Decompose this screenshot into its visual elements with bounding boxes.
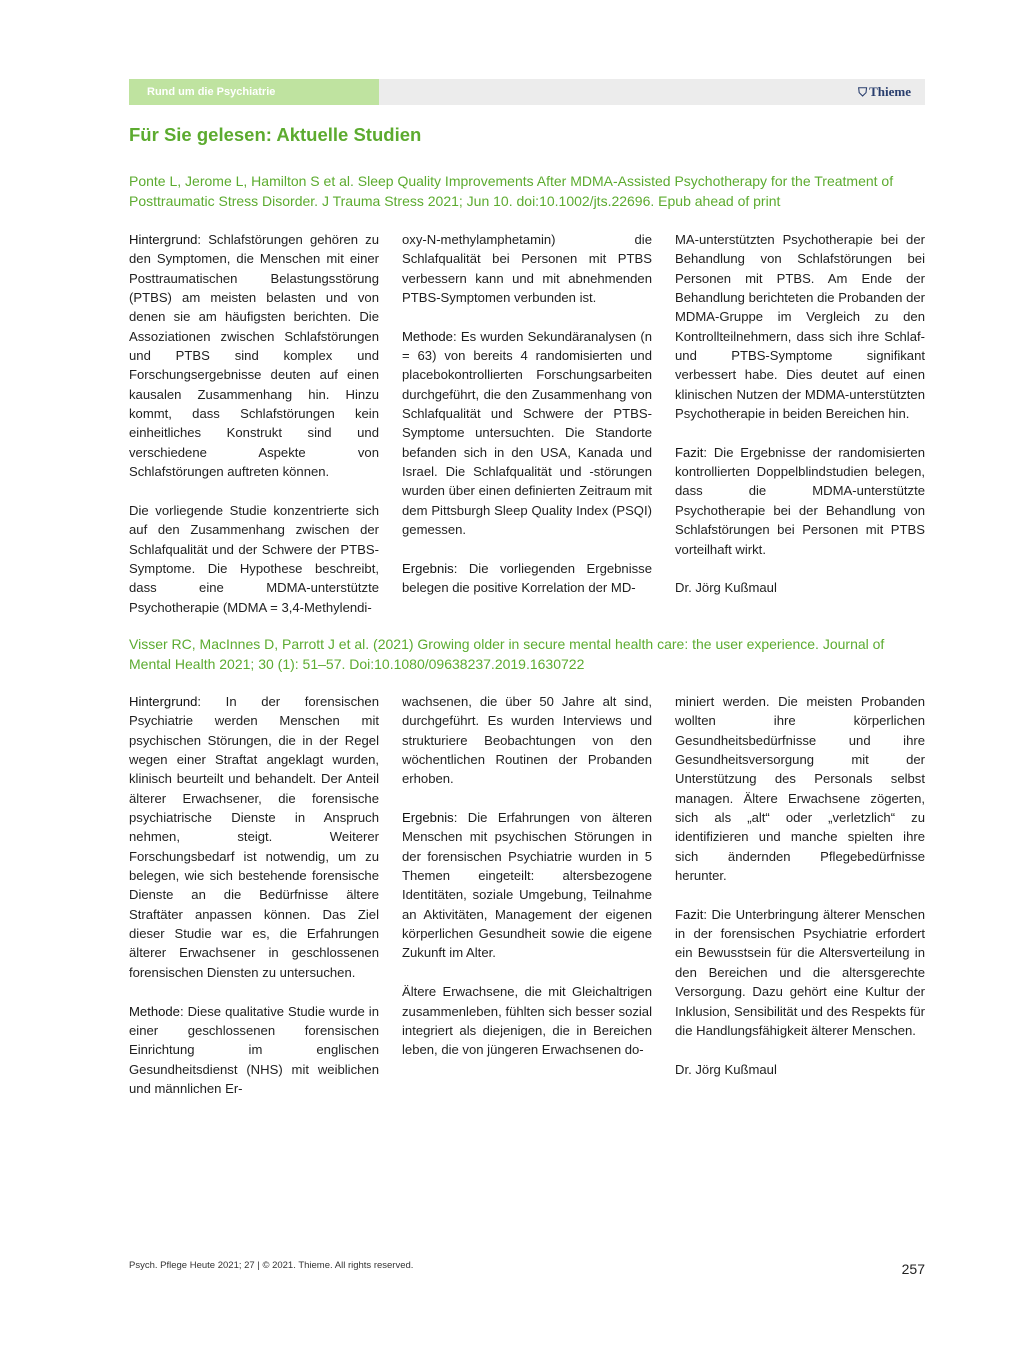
paragraph-label: Methode bbox=[402, 328, 453, 344]
paragraph-label: Hintergrund bbox=[129, 232, 198, 247]
paragraph: Die vorliegende Studie konzentrierte sich auf den Zusammenhang zwischen der Schlafqualität und der Schwere der PTBS-Symptome. Die Hypothese beschreibt, dass eine MDMA-unterstützte Psychotherapie (MDMA = 3,4-Methylendi- bbox=[129, 502, 379, 615]
section-tag: Rund um die Psychiatrie bbox=[129, 79, 379, 105]
paragraph: oxy-N-methylamphetamin) die Schlafqualität bei Personen mit PTBS verbessern kann und mit abnehmenden PTBS-Symptomen verbunden ist. bbox=[402, 232, 652, 306]
paragraph: MA-unterstützten Psychotherapie bei der Behandlung von Schlafstörungen bei Personen mit PTBS. Am Ende der Behandlung berichteten die Probanden der MDMA-Gruppe im Vergleich zu den Kontrollteilnehmern, dass sich ihre Schlaf- und PTBS-Symptome signifikant verbessert habe. Dies deutet auf einen klinischen Nutzen der MDMA-unterstützten Psychotherapie in beiden Bereichen hin. bbox=[675, 232, 925, 422]
article-body bbox=[129, 230, 925, 617]
paragraph: miniert werden. Die meisten Probanden wollten ihre körperlichen Gesundheitsbedürfnisse und ihre Gesundheitsversorgung mit der Unterstützung des Personals selbst managen. Ältere Erwachsene zögerten, sich als „alt“ oder „verletzlich“ zu identifizieren und manche spielten ihre sich ändernden Pflegebedürfnisse herunter. bbox=[675, 694, 925, 884]
brand-name: Thieme bbox=[869, 84, 911, 99]
paragraph: Hintergrund: In der forensischen Psychiatrie werden Menschen mit psychischen Störungen, die in der Regel wegen einer Straftat angeklagt wurden, klinisch beurteilt und behandelt. Der Anteil älterer Erwachsener, die forensische psychiatrische Dienste in Anspruch nehmen, steigt. Weiterer Forschungsbedarf ist notwendig, um zu belegen, wie sich bestehende forensische Dienste an die Bedürfnisse ältere Straftäter anpassen können. Das Ziel dieser Studie war es, die Erfahrungen älterer Erwachsener in geschlossenen forensischen Diensten zu untersuchen. bbox=[129, 694, 379, 980]
footer-citation: Psych. Pflege Heute 2021; 27 | © 2021. Thieme. All rights reserved. bbox=[129, 1260, 414, 1271]
thieme-logo-icon: ⛉ bbox=[858, 85, 868, 99]
page-number: 257 bbox=[901, 1261, 925, 1277]
paragraph: Ergebnis: Die Erfahrungen von älteren Menschen mit psychischen Störungen in der forensischen Psychiatrie wurden in 5 Themen eingeteilt: altersbezogene Identitäten, soziale Umgebung, Teilnahme an Aktivitäten, Management der eigenen körperlichen Gesundheit sowie die eigene Zukunft im Alter. bbox=[402, 810, 652, 961]
paragraph-label: Ergebnis bbox=[402, 560, 454, 576]
paragraph: wachsenen, die über 50 Jahre alt sind, durchgeführt. Es wurden Interviews und strukturiere Beobachtungen von den wöchentlichen Routinen der Probanden erhoben. bbox=[402, 694, 652, 787]
text-column bbox=[402, 692, 652, 1098]
text-column bbox=[402, 230, 652, 617]
paragraph: Ältere Erwachsene, die mit Gleichaltrigen zusammenleben, fühlten sich besser sozial integriert als diejenigen, die in Bereichen leben, die von jüngeren Erwachsenen do- bbox=[402, 984, 652, 1058]
publisher-logo bbox=[858, 79, 911, 105]
paragraph: Methode: Diese qualitative Studie wurde in einer geschlossenen forensischen Einrichtung im englischen Gesundheitsdienst (NHS) mit weiblichen und männlichen Er- bbox=[129, 1003, 379, 1096]
article-reference: Ponte L, Jerome L, Hamilton S et al. Sleep Quality Improvements After MDMA-Assisted Psychotherapy for the Treatment of Posttraumatic Stress Disorder. J Trauma Stress 2021; Jun 10. doi:10.1002/jts.22696. Epub ahead of print bbox=[129, 173, 894, 209]
text-column bbox=[675, 692, 925, 1098]
paragraph-label: Hintergrund bbox=[129, 694, 198, 709]
page-title: Für Sie gelesen: Aktuelle Studien bbox=[129, 124, 422, 145]
text-column bbox=[675, 230, 925, 617]
header-bar bbox=[129, 79, 925, 105]
paragraph: Hintergrund: Schlafstörungen gehören zu den Symptomen, die Menschen mit einer Posttraumatischen Belastungsstörung (PTBS) am meisten belasten und von denen sie am häufigsten berichten. Die Assoziationen zwischen Schlafstörungen und PTBS sind komplex und Forschungsergebnisse deuten auf einen kausalen Zusammenhang hin. Hinzu kommt, dass Schlafstörungen kein einheitliches Konstrukt sind und verschiedene Aspekte von Schlafstörungen auftreten können. bbox=[129, 232, 379, 480]
paragraph: Methode: Es wurden Sekundäranalysen (n = 63) von bereits 4 randomisierten und placebokontrollierten Forschungsarbeiten durchgeführt, die den Zusammenhang von Schlafqualität und Schwere der PTBS-Symptome untersuchten. Die Standorte befanden sich in den USA, Kanada und Israel. Die Schlafqualität und -störungen wurden über einen definierten Zeitraum mit dem Pittsburgh Sleep Quality Index (PSQI) gemessen. bbox=[402, 328, 652, 538]
paragraph-label: Ergebnis bbox=[402, 810, 454, 826]
article-reference: Visser RC, MacInnes D, Parrott J et al. (2021) Growing older in secure mental health care: the user experience. Journal of Mental Health 2021; 30 (1): 51–57. Doi:10.1080/09638237.2019.1630722 bbox=[129, 636, 885, 672]
paragraph-label: Methode bbox=[129, 1003, 180, 1019]
paragraph: Fazit: Die Unterbringung älterer Menschen in der forensischen Psychiatrie erfordert ein Bewusstsein für die Altersverteilung in den Bereichen und die altersgerechte Versorgung. Dazu gehört eine Kultur der Inklusion, Sensibilität und des Respekts für die Handlungsfähigkeit älterer Menschen. bbox=[675, 906, 925, 1038]
text-column bbox=[129, 230, 379, 617]
paragraph: Ergebnis: Die vorliegenden Ergebnisse belegen die positive Korrelation der MD- bbox=[402, 560, 652, 596]
paragraph: Fazit: Die Ergebnisse der randomisierten kontrollierten Doppelblindstudien belegen, dass die MDMA-unterstützte Psychotherapie bei der Behandlung von Schlafstörungen bei Personen mit PTBS vorteilhaft wirkt. bbox=[675, 444, 925, 557]
paragraph-label: Fazit bbox=[675, 444, 704, 460]
article-body bbox=[129, 692, 925, 1098]
text-column bbox=[129, 692, 379, 1098]
author: Dr. Jörg Kußmaul bbox=[675, 580, 777, 596]
author: Dr. Jörg Kußmaul bbox=[675, 1061, 777, 1077]
paragraph-label: Fazit bbox=[675, 906, 704, 922]
